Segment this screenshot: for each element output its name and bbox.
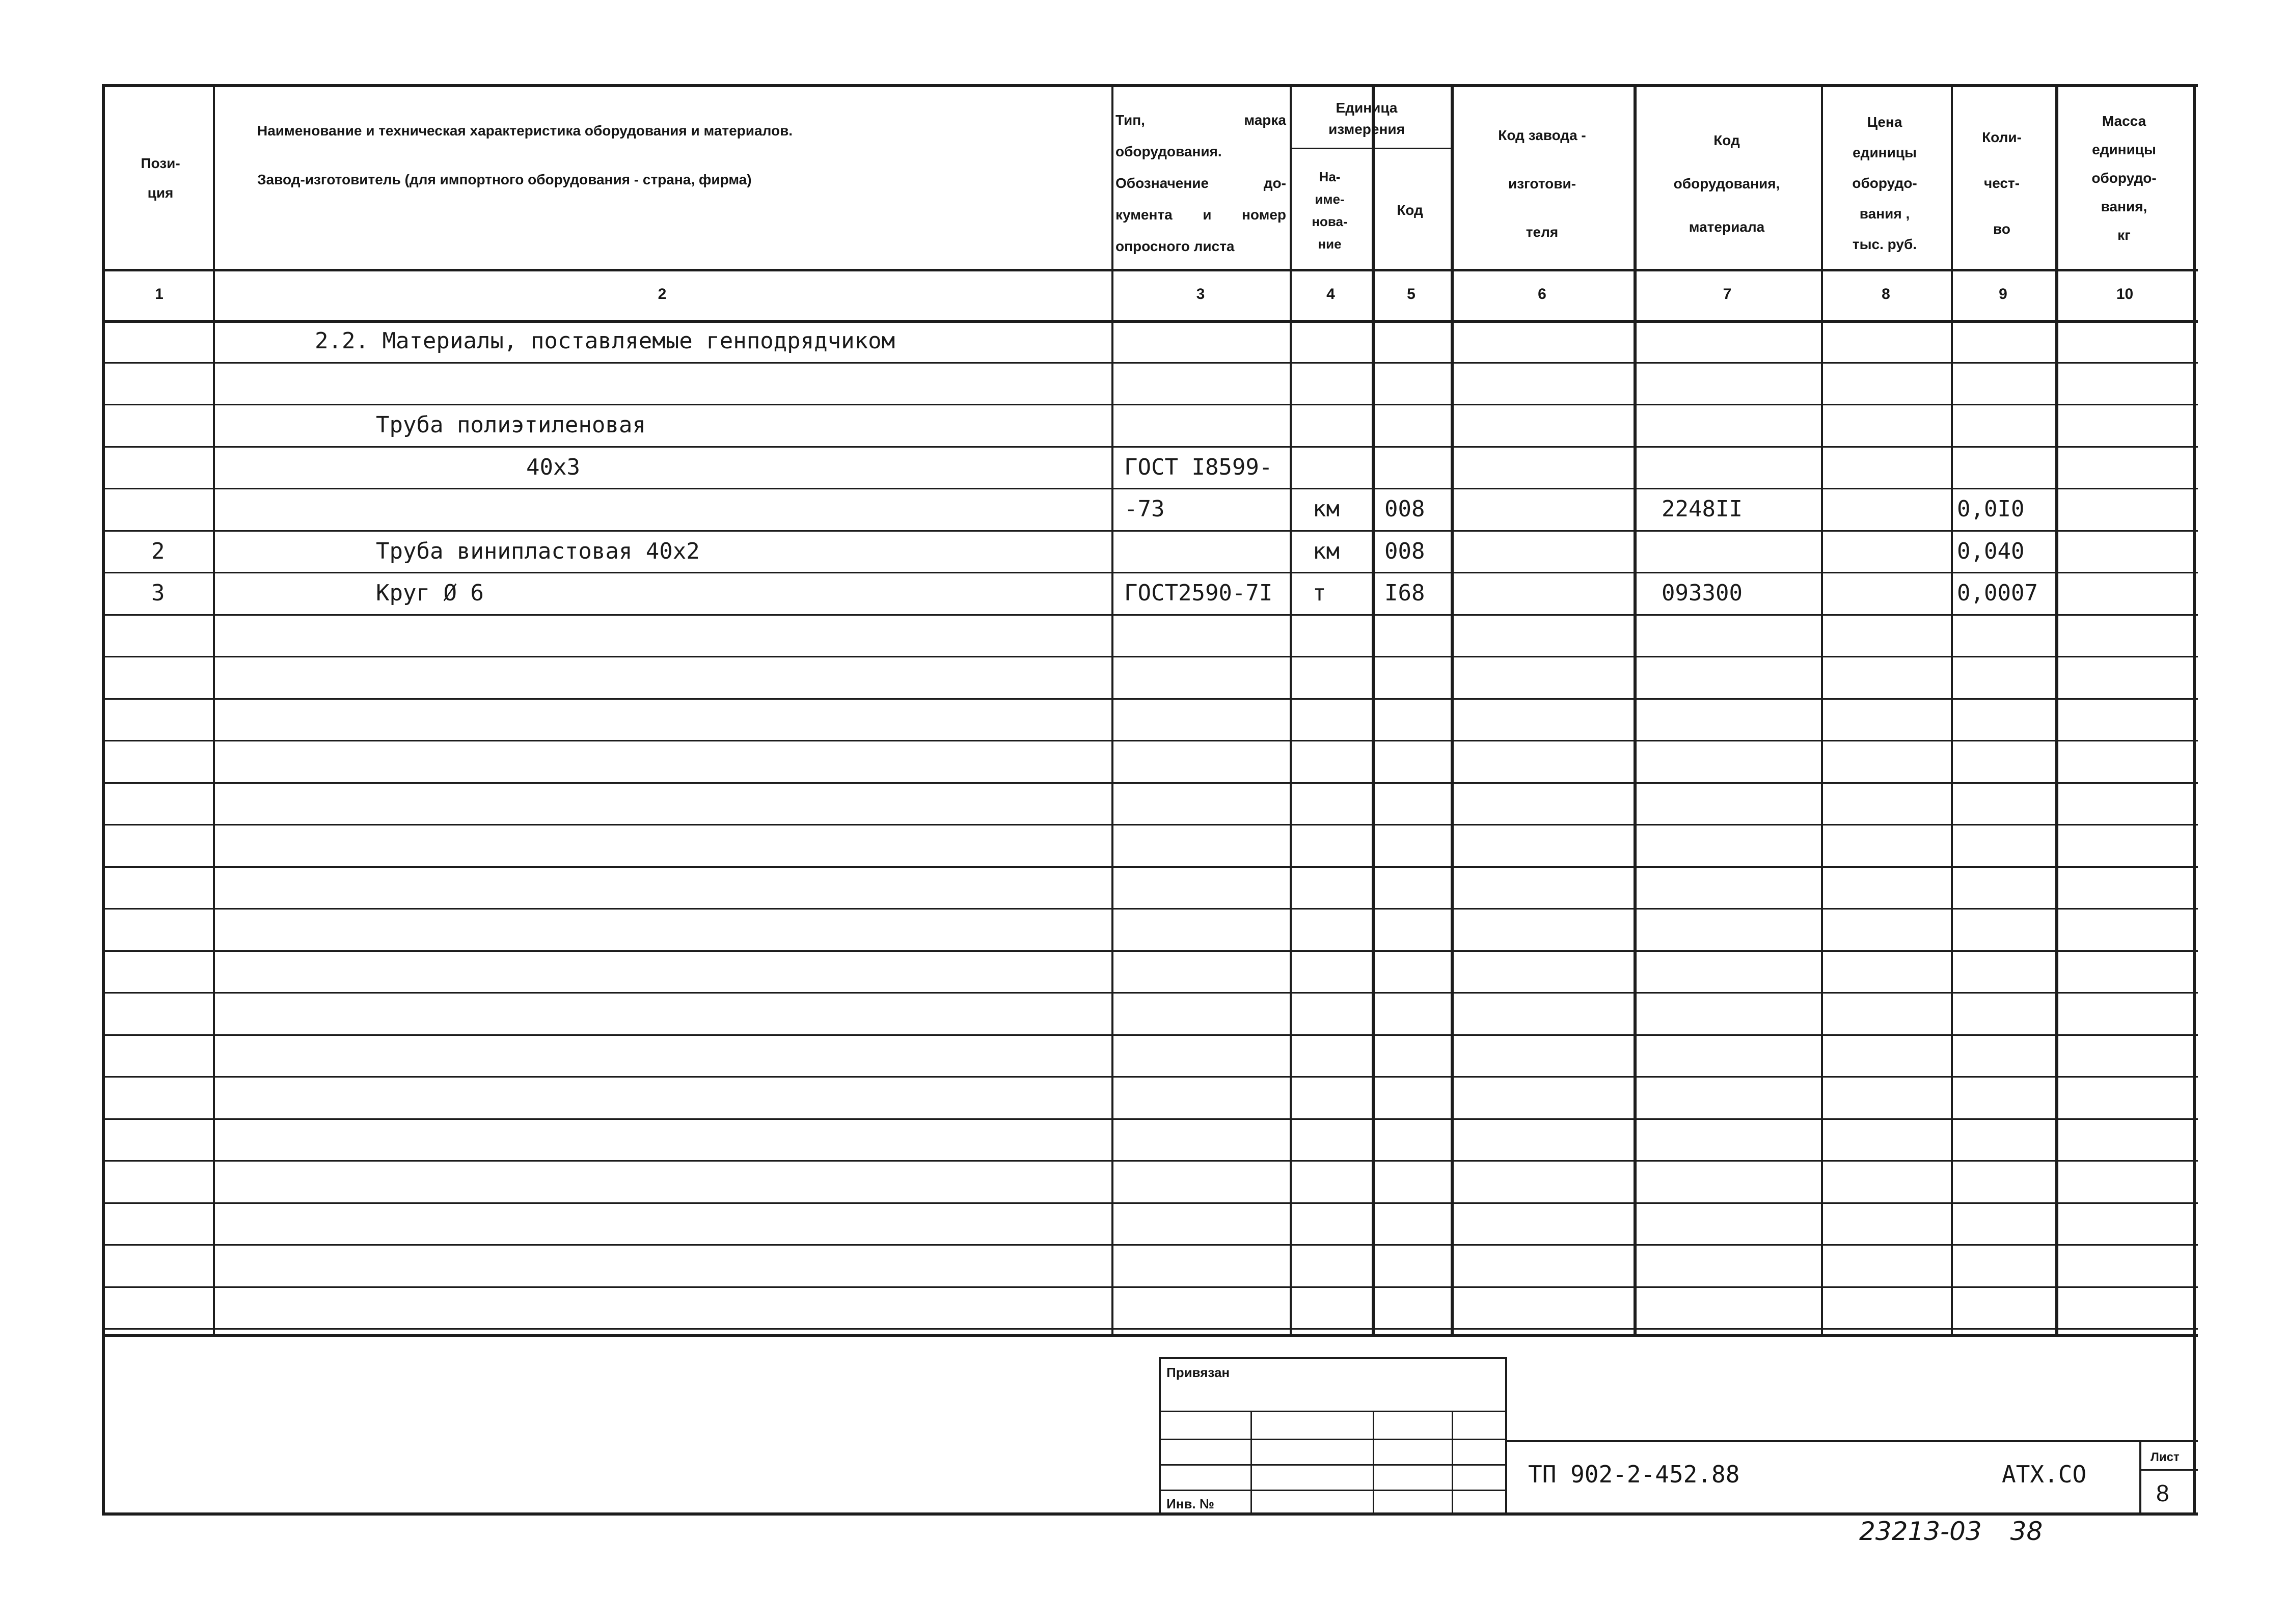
- column-number-6: 6: [1538, 286, 1546, 302]
- cell-qty: 0,0I0: [1957, 496, 2025, 522]
- header-name-line2: Завод-изготовитель (для импортного оборудования - страна, фирма): [257, 172, 752, 187]
- header-type-line4: кумента и номер: [1115, 207, 1286, 223]
- column-number-4: 4: [1326, 286, 1335, 302]
- stamp-column-line: [1452, 1411, 1453, 1515]
- header-type-line3: Обозначение до-: [1115, 175, 1286, 191]
- header-plant-line3: теля: [1526, 224, 1559, 240]
- cell-type: -73: [1124, 496, 1165, 522]
- row-line: [102, 1202, 2198, 1204]
- column-number-3: 3: [1196, 286, 1205, 302]
- header-unit-name-line3: нова-: [1312, 213, 1348, 229]
- header-quantity-line2: чест-: [1983, 175, 2020, 191]
- row-line: [102, 782, 2198, 784]
- cell-matcode: 093300: [1662, 580, 1743, 606]
- cell-name: 2.2. Материалы, поставляемые генподрядчиком: [315, 328, 895, 354]
- row-line: [102, 362, 2198, 364]
- stamp-row-line: [1159, 1411, 1505, 1412]
- cell-name: 40x3: [526, 454, 580, 480]
- frame-left: [102, 84, 105, 1515]
- stamp-row-line: [1159, 1464, 1505, 1466]
- row-line: [102, 614, 2198, 616]
- cell-unit: км: [1313, 496, 1340, 522]
- row-line: [102, 1328, 2198, 1330]
- cell-code: 008: [1384, 496, 1425, 522]
- row-line: [102, 1244, 2198, 1246]
- row-line: [102, 908, 2198, 910]
- stamp-row-line: [1159, 1490, 1505, 1491]
- header-material-code: [1635, 102, 1818, 265]
- row-line: [102, 698, 2198, 700]
- column-number-7: 7: [1723, 286, 1732, 302]
- header-type-line1: Тип, марка: [1115, 112, 1286, 128]
- header-position-line1: Пози-: [141, 155, 180, 171]
- header-quantity-line3: во: [1993, 221, 2010, 237]
- cell-type: ГОСТ I8599-: [1124, 454, 1273, 480]
- row-line: [102, 740, 2198, 741]
- header-unit-name-line1: На-: [1319, 169, 1341, 184]
- header-material-line2: оборудования,: [1673, 175, 1780, 191]
- header-mass-line2: единицы: [2092, 142, 2156, 157]
- stamp-inventory-label: Инв. №: [1166, 1496, 1214, 1511]
- cell-type: ГОСТ2590-7I: [1124, 580, 1273, 606]
- archive-number: [1859, 1517, 2043, 1546]
- column-number-8: 8: [1882, 286, 1890, 302]
- archive-number-suffix: 38: [2010, 1517, 2043, 1546]
- header-price-line2: единицы: [1853, 145, 1917, 160]
- cell-pos: 2: [151, 538, 165, 564]
- row-line: [102, 1076, 2198, 1078]
- column-number-10: 10: [2116, 286, 2134, 302]
- header-mass: [2055, 94, 2193, 262]
- cell-matcode: 2248II: [1662, 496, 1743, 522]
- row-line: [102, 1160, 2198, 1162]
- row-line: [102, 866, 2198, 868]
- row-line: [102, 1034, 2198, 1036]
- stamp-left: [1159, 1357, 1161, 1515]
- header-material-line1: Код: [1713, 132, 1740, 148]
- table-bottom-line: [102, 1334, 2198, 1337]
- cell-qty: 0,0007: [1957, 580, 2038, 606]
- column-number-2: 2: [658, 286, 667, 302]
- cell-name: Труба полиэтиленовая: [376, 412, 646, 438]
- stamp-sheet-number: 8: [2156, 1480, 2169, 1506]
- cell-unit: т: [1313, 580, 1326, 606]
- header-unit-name-line2: име-: [1315, 191, 1345, 207]
- header-mass-line3: оборудо-: [2091, 170, 2157, 186]
- header-name: [257, 117, 1082, 194]
- header-price-line5: тыс. руб.: [1852, 236, 1917, 252]
- header-position-line2: ция: [147, 185, 174, 201]
- header-position: [107, 87, 214, 270]
- cell-code: 008: [1384, 538, 1425, 564]
- header-unit-name-line4: ние: [1318, 236, 1342, 252]
- stamp-top: [1159, 1357, 1505, 1359]
- archive-number-main: 23213-03: [1859, 1517, 1982, 1546]
- column-number-5: 5: [1407, 286, 1416, 302]
- header-plant-line1: Код завода -: [1498, 127, 1586, 143]
- row-line: [102, 992, 2198, 994]
- sheet-box-divider: [2139, 1469, 2198, 1471]
- unit-group-divider: [1290, 148, 1451, 149]
- stamp-row-line: [1159, 1439, 1505, 1440]
- header-unit-line2: измерения: [1328, 121, 1405, 137]
- header-quantity: [1951, 102, 2053, 265]
- stamp-column-line: [1373, 1411, 1374, 1515]
- stamp-document-number: ТП 902-2-452.88: [1528, 1461, 1740, 1488]
- stamp-document-code: АТХ.СО: [2002, 1461, 2087, 1488]
- stamp-column-line: [1250, 1411, 1252, 1515]
- header-mass-line1: Масса: [2102, 113, 2146, 129]
- header-quantity-line1: Коли-: [1982, 129, 2022, 145]
- header-mass-line4: вания,: [2101, 199, 2147, 214]
- frame-top: [102, 84, 2198, 87]
- cell-name: Круг Ø 6: [376, 580, 484, 606]
- header-unit-group: [1288, 89, 1446, 148]
- header-price-line1: Цена: [1867, 114, 1902, 130]
- header-type: [1115, 102, 1286, 265]
- header-price: [1821, 102, 1948, 265]
- header-unit-code-label: Код: [1397, 202, 1423, 218]
- stamp-right: [1505, 1357, 1507, 1515]
- header-unit-code: [1372, 153, 1448, 267]
- row-line: [102, 1118, 2198, 1120]
- header-name-line1: Наименование и техническая характеристика оборудования и материалов.: [257, 123, 793, 139]
- header-type-line2: оборудования.: [1115, 144, 1222, 159]
- header-unit-line1: Единица: [1336, 99, 1398, 116]
- sheet-box-left: [2139, 1440, 2141, 1515]
- cell-pos: 3: [151, 580, 165, 606]
- row-line: [102, 656, 2198, 657]
- header-price-line3: оборудо-: [1852, 175, 1917, 191]
- column-number-9: 9: [1999, 286, 2007, 302]
- header-plant-line2: изготови-: [1508, 175, 1576, 191]
- header-type-line5: опросного листа: [1115, 238, 1235, 254]
- cell-qty: 0,040: [1957, 538, 2025, 564]
- cell-unit: км: [1313, 538, 1340, 564]
- header-mass-line5: кг: [2117, 227, 2131, 243]
- row-line: [102, 824, 2198, 825]
- column-number-1: 1: [155, 286, 164, 302]
- stamp-attached-label: Привязан: [1166, 1365, 1230, 1380]
- cell-code: I68: [1384, 580, 1425, 606]
- row-line: [102, 1286, 2198, 1288]
- cell-name: Труба винипластовая 40x2: [376, 538, 700, 564]
- frame-bottom: [102, 1512, 2198, 1516]
- stamp-sheet-label: Лист: [2151, 1450, 2180, 1464]
- header-price-line4: вания ,: [1859, 206, 1910, 222]
- header-material-line3: материала: [1689, 218, 1765, 235]
- title-block-top: [1505, 1440, 2198, 1442]
- header-unit-name: [1288, 153, 1372, 267]
- row-line: [102, 950, 2198, 952]
- header-plant-code: [1452, 102, 1632, 265]
